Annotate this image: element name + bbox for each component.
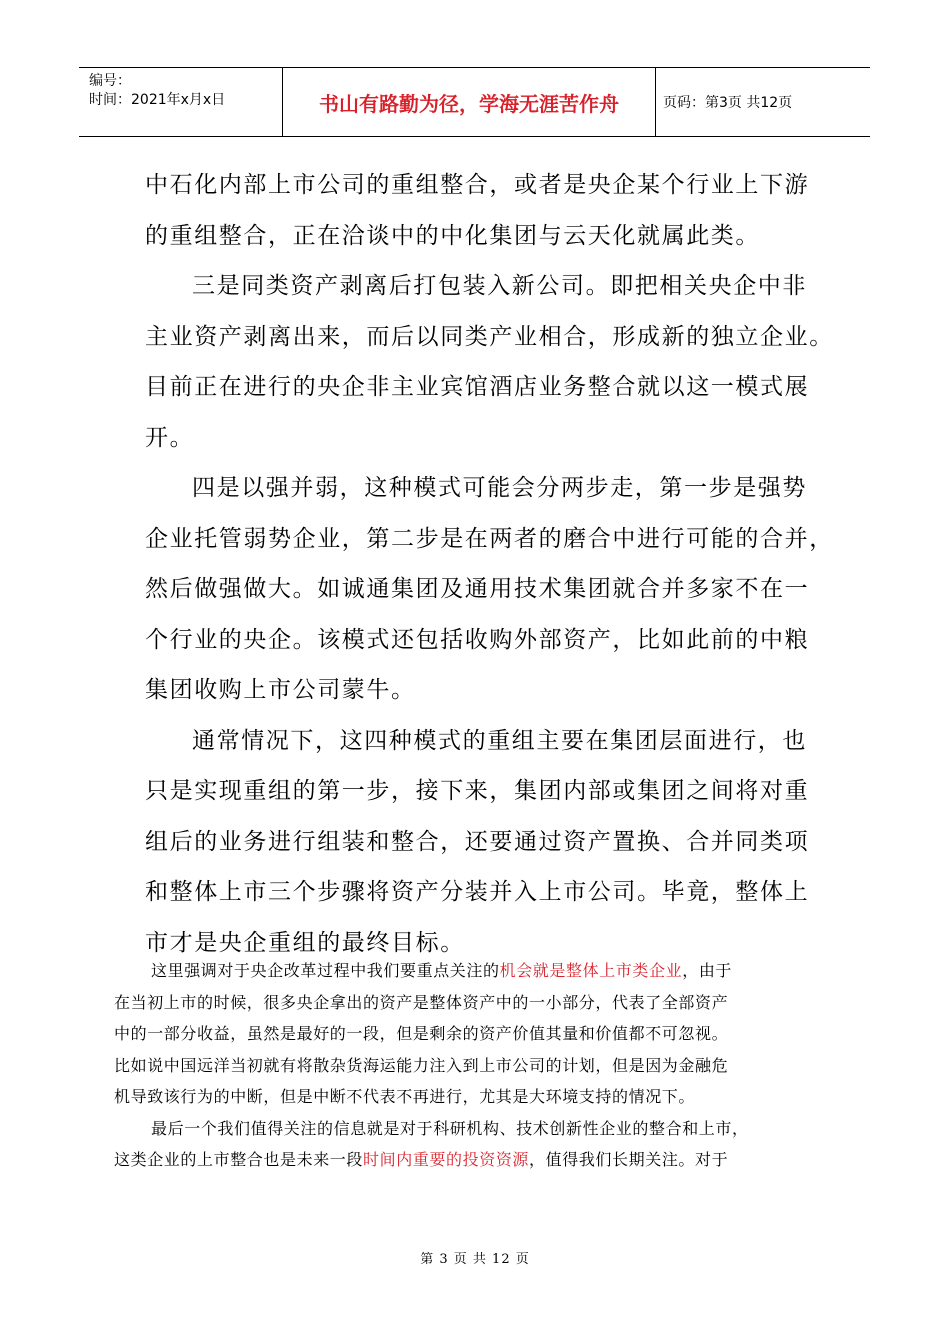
text-run: 这里强调对于央企改革过程中我们要重点关注的 bbox=[151, 961, 500, 980]
text-line: 中的一部分收益，虽然是最好的一段，但是剩余的资产价值其量和价值都不可忽视。 bbox=[114, 1024, 729, 1043]
highlighted-text: 时间内重要的投资资源 bbox=[363, 1150, 530, 1169]
time-label: 时间：2021年x月x日 bbox=[89, 92, 226, 108]
text-line: 三是同类资产剥离后打包装入新公司。即把相关央企中非 bbox=[192, 273, 807, 299]
text-line: 四是以强并弱，这种模式可能会分两步走，第一步是强势 bbox=[192, 475, 807, 501]
text-line: 在当初上市的时候，很多央企拿出的资产是整体资产中的一小部分，代表了全部资产 bbox=[114, 992, 729, 1012]
text-line: 比如说中国远洋当初就有将散杂货海运能力注入到上市公司的计划，但是因为金融危 bbox=[114, 1055, 729, 1075]
text-run: 这类企业的上市整合也是未来一段 bbox=[114, 1150, 364, 1169]
number-label: 编号： bbox=[89, 73, 131, 89]
text-line: 主业资产剥离出来，而后以同类产业相合，形成新的独立企业。 bbox=[145, 323, 834, 350]
paragraph bbox=[145, 716, 815, 969]
text-line: 开。 bbox=[145, 424, 195, 451]
text-run: ，值得我们长期关注。对于 bbox=[529, 1150, 729, 1169]
main-body bbox=[145, 160, 834, 968]
text-line bbox=[114, 1144, 840, 1176]
text-line: 和整体上市三个步骤将资产分装并入上市公司。毕竟，整体上 bbox=[145, 879, 810, 905]
highlighted-text: 机会就是整体上市类企业 bbox=[499, 961, 683, 980]
text-line: 的重组整合，正在洽谈中的中化集团与云天化就属此类。 bbox=[145, 222, 760, 249]
text-line: 机导致该行为的中断，但是中断不代表不再进行，尤其是大环境支持的情况下。 bbox=[114, 1087, 696, 1106]
text-line: 只是实现重组的第一步，接下来，集团内部或集团之间将对重 bbox=[145, 778, 810, 804]
text-line: 市才是央企重组的最终目标。 bbox=[145, 929, 465, 956]
text-line: 个行业的央企。该模式还包括收购外部资产，比如此前的中粮 bbox=[145, 626, 810, 653]
paragraph bbox=[145, 261, 834, 463]
paragraph bbox=[145, 463, 834, 716]
page-footer: 第 3 页 共 12 页 bbox=[420, 1252, 530, 1267]
text-line: 中石化内部上市公司的重组整合，或者是央企某个行业上下游 bbox=[145, 172, 810, 198]
text-line: 最后一个我们值得关注的信息就是对于科研机构、技术创新性企业的整合和上市， bbox=[151, 1118, 749, 1138]
text-line: 组后的业务进行组装和整合，还要通过资产置换、合并同类项 bbox=[145, 828, 810, 855]
document-header bbox=[79, 67, 870, 137]
text-line bbox=[114, 955, 840, 987]
text-line: 集团收购上市公司蒙牛。 bbox=[145, 677, 416, 703]
text-line: 然后做强做大。如诚通集团及通用技术集团就合并多家不在一 bbox=[145, 576, 810, 602]
text-line: 目前正在进行的央企非主业宾馆酒店业务整合就以这一模式展 bbox=[145, 374, 810, 400]
header-meta-cell bbox=[79, 68, 283, 136]
header-page-info: 页码：第3页 共12页 bbox=[663, 95, 793, 111]
small-print-section bbox=[114, 955, 840, 1176]
text-line: 企业托管弱势企业，第二步是在两者的磨合中进行可能的合并， bbox=[145, 525, 834, 552]
header-motto: 书山有路勤为径，学海无涯苦作舟 bbox=[283, 68, 656, 136]
text-run: ，由于 bbox=[682, 961, 733, 980]
paragraph bbox=[145, 160, 815, 261]
text-line: 通常情况下，这四种模式的重组主要在集团层面进行，也 bbox=[192, 727, 807, 754]
